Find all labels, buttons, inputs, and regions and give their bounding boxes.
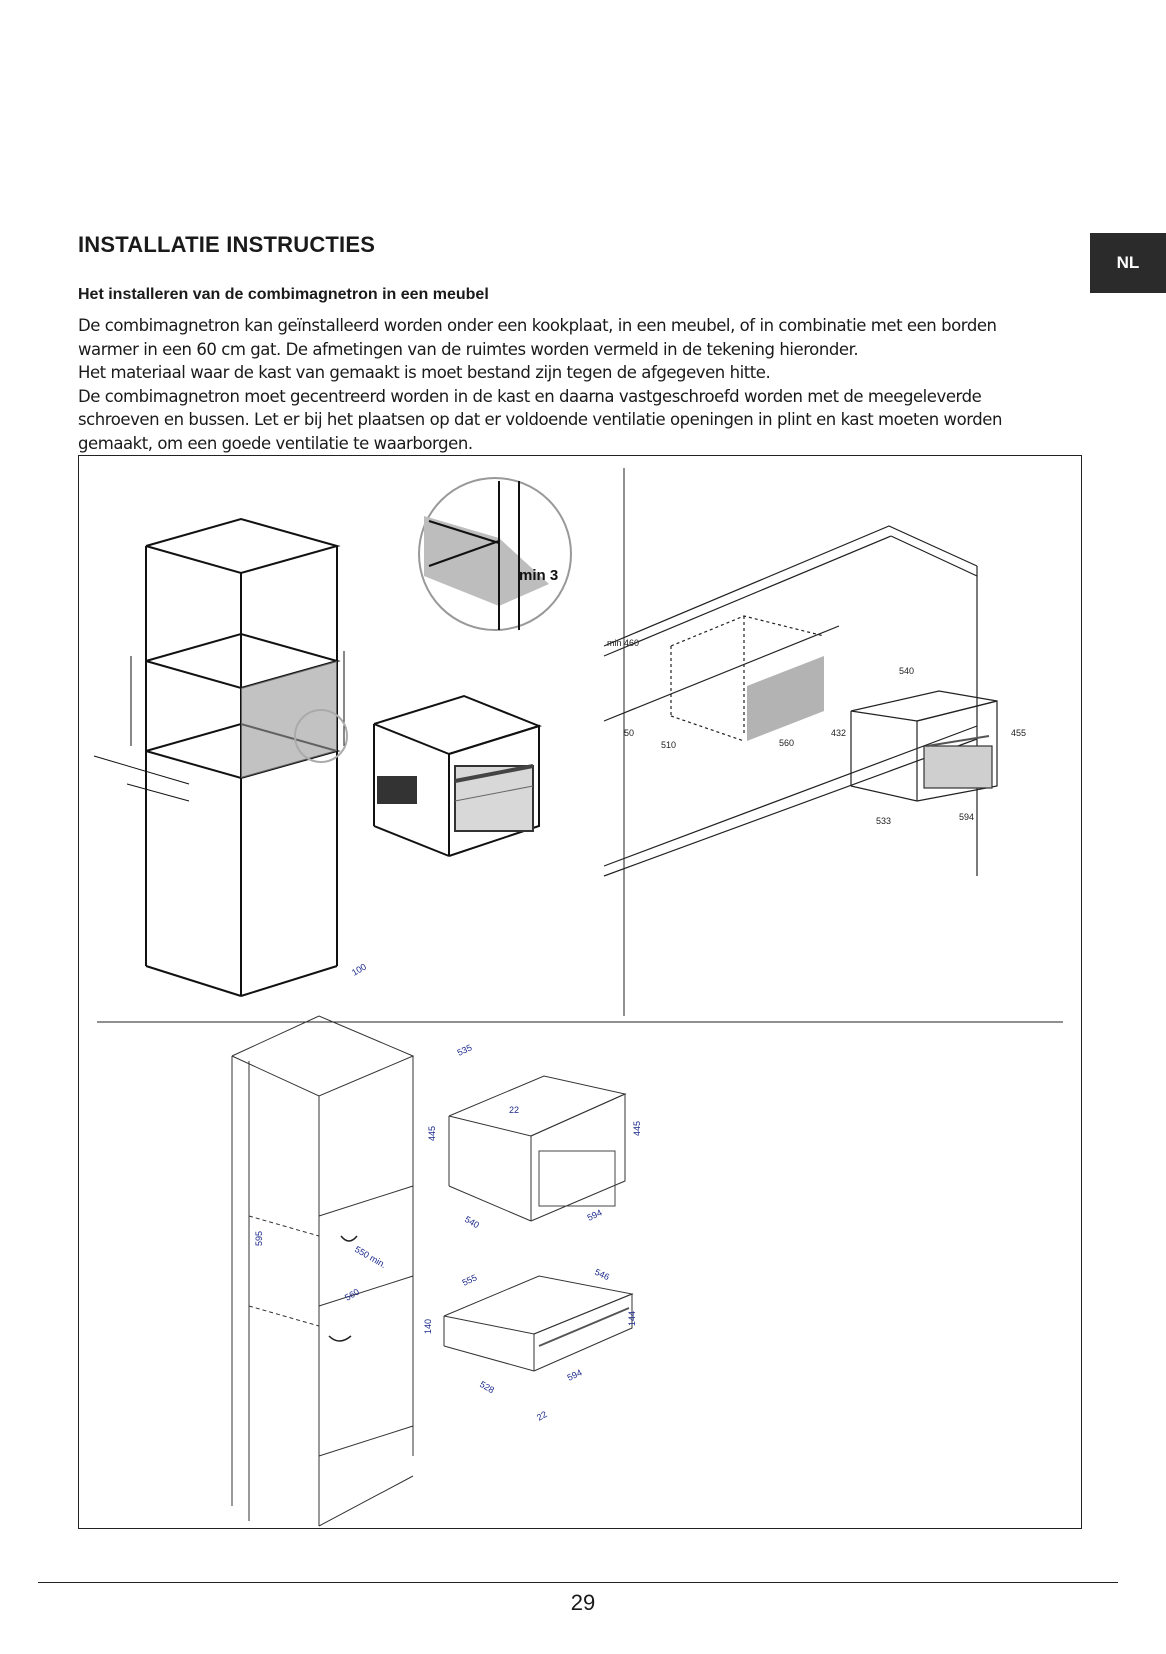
dim-cut-width: 560 (779, 738, 795, 748)
dim-drawer-front-width: 594 (565, 1367, 584, 1383)
paragraph: De combimagnetron moet gecentreerd worden in de kast en daarna vastgeschroefd worden met de meegeleverde schroeven en bussen. Let er bij het plaatsen op dat er voldoende ventilatie openingen in plint en kast moeten worden gemaakt, om een goede ventilatie te waarborgen. (78, 386, 1002, 453)
dim-top-depth: 100 (350, 961, 369, 978)
dim-niche-height: 595 (254, 1230, 264, 1246)
detail-callout-label: min 3 (519, 567, 559, 584)
dim-drawer-depth-right: 546 (593, 1266, 612, 1283)
dim-appliance-height: 455 (1011, 728, 1027, 738)
oven-dimension-drawing (449, 1076, 625, 1221)
warming-drawer-drawing (444, 1276, 632, 1371)
cavity-shading (241, 661, 337, 778)
dim-oven-height: 445 (427, 1125, 437, 1141)
dim-appliance-width: 540 (899, 666, 915, 676)
page-number: 29 (570, 1590, 596, 1615)
dim-drawer-offset: 22 (535, 1409, 549, 1423)
dim-depth-front: 50 (624, 728, 635, 738)
dim-oven-front-height: 445 (632, 1120, 642, 1136)
dim-min-height: min 460 (607, 638, 640, 648)
dim-drawer-depth: 555 (460, 1272, 479, 1288)
dim-depth: 510 (661, 740, 677, 750)
paragraph: Het materiaal waar de kast van gemaakt is moet bestand zijn tegen de afgegeven hitte. (78, 363, 771, 382)
paragraph: De combimagnetron kan geïnstalleerd worden onder een kookplaat, in een meubel, of in combinatie met een borden warmer in een 60 cm gat. De afmetingen van de ruimtes worden vermeld in de tekening hieronder. (78, 316, 997, 359)
dim-oven-depth: 535 (455, 1042, 474, 1058)
section-subtitle: Het installeren van de combimagnetron in een meubel (78, 286, 489, 303)
dim-oven-front-width: 594 (585, 1207, 604, 1223)
page-title: INSTALLATIE INSTRUCTIES (78, 232, 376, 257)
dim-oven-width: 540 (463, 1214, 482, 1231)
tall-cabinet-drawing (232, 1016, 413, 1526)
dim-niche-width: 560 (343, 1286, 362, 1303)
cutout-shading (747, 656, 824, 741)
dim-niche-depth: 550 min. (353, 1244, 388, 1270)
dim-appliance-front-width: 594 (959, 812, 975, 822)
dim-appliance-depth: 533 (876, 816, 892, 826)
dim-drawer-width: 528 (478, 1379, 497, 1396)
installation-figure (78, 455, 1082, 1529)
footer-divider (38, 1582, 1118, 1583)
dim-oven-inner: 22 (509, 1105, 520, 1115)
dim-drawer-front-height: 144 (627, 1310, 637, 1326)
installation-diagram (79, 456, 1083, 1530)
instruction-text (78, 314, 1018, 455)
language-tab: NL (1090, 233, 1166, 293)
front-label-shape (377, 776, 417, 804)
detail-callout-circle (419, 478, 571, 630)
microwave-drawing (851, 691, 997, 801)
dim-cut-height: 432 (831, 728, 847, 738)
dim-drawer-height: 140 (423, 1318, 433, 1334)
